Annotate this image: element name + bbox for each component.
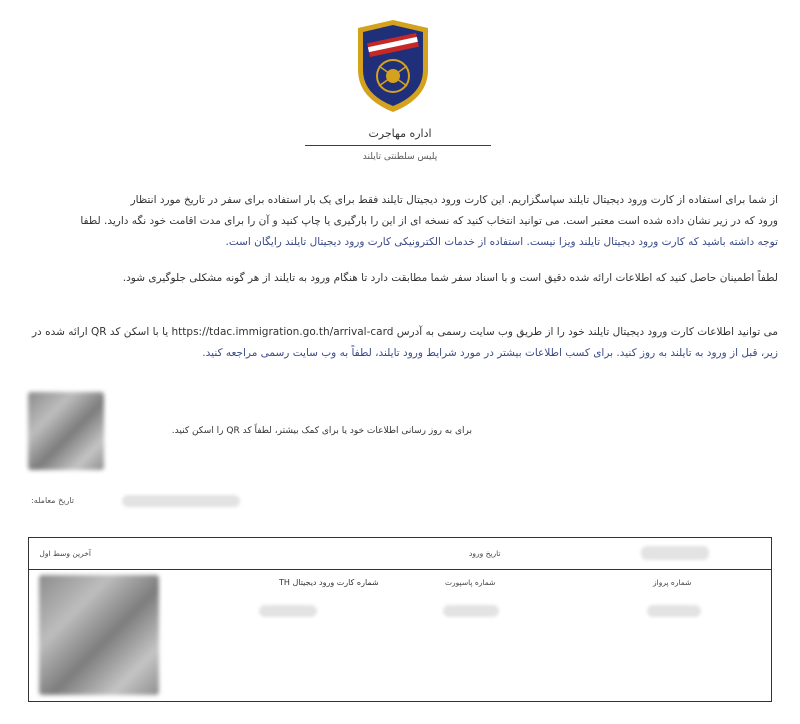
passport-number-label: شماره پاسپورت: [445, 578, 496, 587]
flight-number-label: شماره پرواز: [653, 578, 692, 587]
transaction-date-label: تاریخ معامله:: [31, 496, 74, 505]
tdac-number-value-redacted: [259, 605, 317, 617]
flight-number-value-redacted: [647, 605, 701, 617]
table-header-divider: [29, 569, 771, 570]
qr-instruction: برای به روز رسانی اطلاعات خود یا برای کمک بیشتر، لطفاً کد QR را اسکن کنید.: [171, 426, 472, 436]
tdac-number-label: شماره کارت ورود دیجیتال TH: [279, 578, 379, 587]
update-info-line-2: زیر، قبل از ورود به تایلند به روز کنید. برای کسب اطلاعات بیشتر در مورد شرایط ورود تایلند، لطفاً به وب سایت رسمی مراجعه کنید.: [202, 347, 778, 359]
arrival-card-table: [28, 537, 772, 702]
org-name: اداره مهاجرت: [368, 127, 432, 140]
arrival-date-label: تاریخ ورود: [469, 549, 501, 558]
intro-line-2: ورود که در زیر نشان داده شده است معتبر است. می توانید انتخاب کنید که نسخه ای از این را بارگیری یا چاپ کنید و آن را برای مدت اقامت خود نگه دارید. لطفا: [80, 215, 778, 227]
update-info-line-1: می توانید اطلاعات کارت ورود دیجیتال تایلند خود را از طریق وب سایت رسمی به آدرس https://tdac.immigration.go.th/arrival-card یا با اسکن کد QR ارائه شده در: [31, 326, 778, 338]
intro-paragraph: [18, 190, 778, 253]
passport-number-value-redacted: [443, 605, 499, 617]
intro-line-1: از شما برای استفاده از کارت ورود دیجیتال تایلند سپاسگزاریم. این کارت ورود دیجیتال تایلند فقط برای یک بار استفاده برای سفر در تاریخ مورد انتظار: [130, 194, 778, 206]
name-column-label: آخرین وسط اول: [39, 549, 91, 558]
org-subtitle: پلیس سلطنتی تایلند: [362, 152, 438, 162]
tdac-qr-code: [39, 575, 159, 695]
update-info-paragraph: [18, 322, 778, 364]
update-qr-code[interactable]: [28, 392, 104, 470]
accuracy-note-text: لطفاً اطمینان حاصل کنید که اطلاعات ارائه شده دقیق است و با اسناد سفر شما مطابقت دارد تا هنگام ورود به تایلند از هر گونه مشکلی جلوگیری شود.: [122, 272, 778, 284]
transaction-date-value-redacted: [122, 495, 240, 507]
immigration-emblem-logo: [354, 18, 432, 114]
header-divider: [305, 145, 491, 146]
accuracy-note: [18, 268, 778, 289]
intro-line-3: توجه داشته باشید که کارت ورود دیجیتال تایلند ویزا نیست. استفاده از خدمات الکترونیکی کارت ورود دیجیتال تایلند رایگان است.: [225, 236, 778, 248]
arrival-date-value-redacted: [641, 546, 709, 560]
